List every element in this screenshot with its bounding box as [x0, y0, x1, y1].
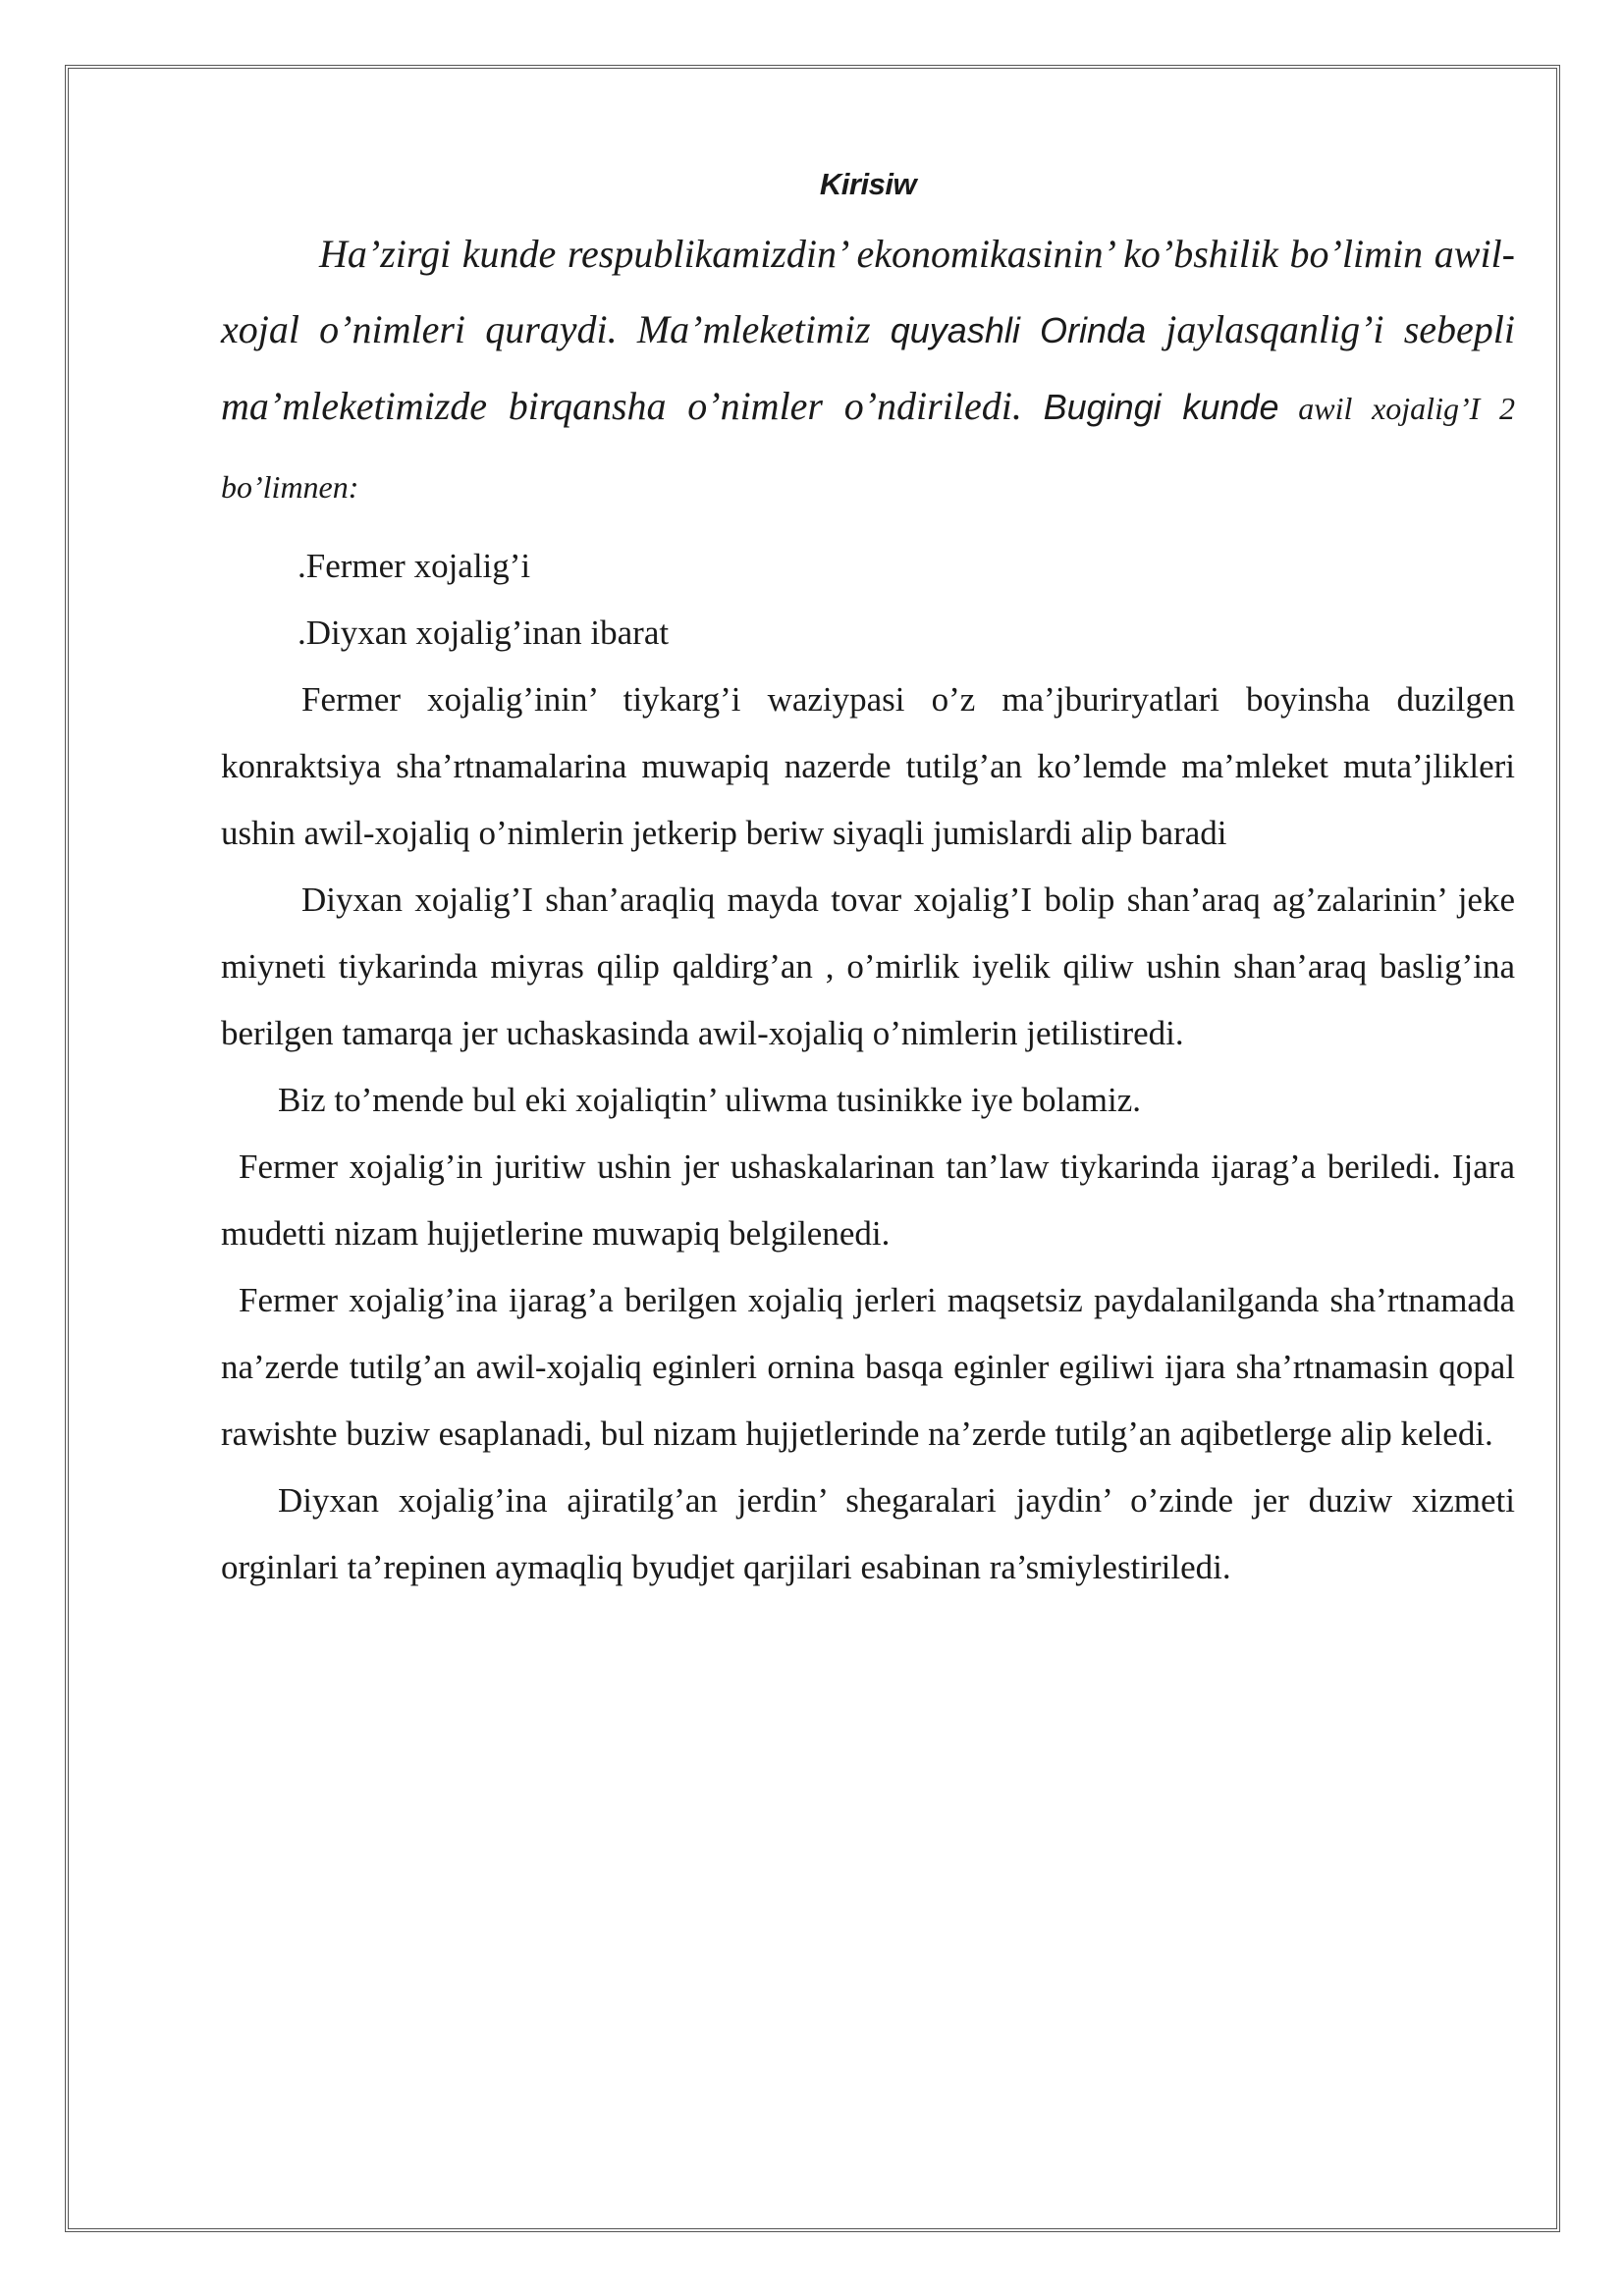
intro-text-3: jaylasqanlig’i sebepli ma’mleketimizde birqansha o’nimler o’ndiriledi.: [221, 307, 1516, 428]
paragraph-fermer-duties: Fermer xojalig’inin’ tiykarg’i waziypasi o’z ma’jburiryatlari boyinsha duzilgen konraktsiya sha’rtnamalarina muwapiq nazerde tutilg’an ko’lemde ma’mleket muta’jlikleri ushin awil-xojaliq o’nimlerin jetkerip beriw siyaqli jumislardi alip baradi: [221, 680, 1515, 852]
document-body: [221, 167, 1515, 1601]
list-item: .Fermer xojalig’i: [298, 547, 531, 585]
intro-paragraph: [221, 216, 1515, 525]
paragraph-lease-violation: Fermer xojalig’ina ijarag’a berilgen xojaliq jerleri maqsetsiz paydalanilganda sha’rtnamada na’zerde tutilg’an awil-xojaliq eginleri ornina basqa eginler egiliwi ijara sha’rtnamasin qopal rawishte buziw esaplanadi, bul nizam hujjetlerinde na’zerde tutilg’an aqibetlerge alip keledi.: [221, 1281, 1515, 1453]
document-title: Kirisiw: [819, 167, 917, 201]
paragraph-overview: Biz to’mende bul eki xojaliqtin’ uliwma tusinikke iye bolamiz.: [278, 1081, 1142, 1119]
intro-text-2: quyashli Orinda: [890, 310, 1147, 350]
paragraph-diyxan-definition: Diyxan xojalig’I shan’araqliq mayda tovar xojalig’I bolip shan’araq ag’zalarinin’ jeke miyneti tiykarinda miyras qilip qaldirg’an , o’mirlik iyelik qiliw ushin shan’araq baslig’ina berilgen tamarqa jer uchaskasinda awil-xojaliq o’nimlerin jetilistiredi.: [221, 881, 1515, 1052]
intro-text-5: awil xojalig’I 2 bo’limnen:: [221, 391, 1515, 505]
farm-type-list: [221, 533, 1515, 667]
intro-text-4: Bugingi kunde: [1043, 387, 1279, 427]
paragraph-lease-term: Fermer xojalig’in juritiw ushin jer ushaskalarinan tan’law tiykarinda ijarag’a beriledi. Ijara mudetti nizam hujjetlerine muwapiq belgilenedi.: [221, 1148, 1515, 1253]
intro-text-1: Ha’zirgi kunde respublikamizdin’ ekonomikasinin’ ko’bshilik bo’limin awil-xojal o’nimleri quraydi. Ma’mleketimiz: [221, 232, 1515, 351]
list-item: .Diyxan xojalig’inan ibarat: [298, 614, 670, 652]
paragraph-land-boundaries: Diyxan xojalig’ina ajiratilg’an jerdin’ shegaralari jaydin’ o’zinde jer duziw xizmeti orginlari ta’repinen aymaqliq byudjet qarjilari esabinan ra’smiylestiriledi.: [221, 1481, 1515, 1586]
